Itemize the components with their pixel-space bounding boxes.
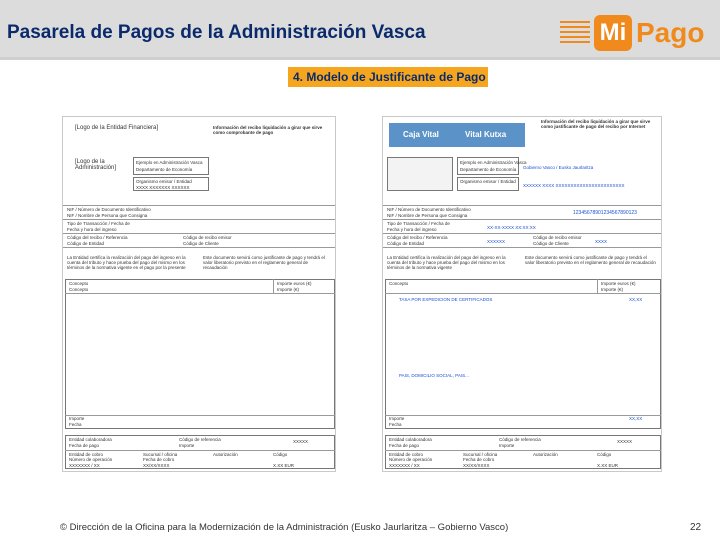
field-ref: Código del recibo / Referencia [67, 235, 128, 240]
divider [63, 247, 336, 248]
bottom-6: Importe [179, 443, 195, 448]
bottom-9: Autorización [213, 452, 238, 457]
paragraph-left: La Entidad certifica la realización del pago del ingreso en la cuenta del tributo y hace prueba del pago del mismo en los términos de la normativa vigente [387, 255, 506, 270]
importe-header: Importe euros (€) [277, 281, 312, 286]
field-pago-value: XXXX [595, 239, 608, 244]
field-nif: NIF / Número de Documento Identificativo [67, 207, 151, 212]
issuer-box [457, 157, 527, 175]
bottom-5: Código de referencia [499, 437, 541, 442]
bottom-val4: X.XX EUR [273, 463, 295, 468]
fecha-label: Fecha [389, 422, 402, 427]
header-bar [0, 0, 720, 60]
bottom-5: Código de referencia [179, 437, 221, 442]
field-nif: NIF / Número de Documento Identificativo [387, 207, 471, 212]
bottom-6: Importe [499, 443, 515, 448]
bottom-val1: XXXXXXX / XX [389, 463, 420, 468]
concept-table [65, 279, 335, 429]
divider [273, 279, 274, 293]
concept-header: Concepto [389, 281, 409, 286]
field-name: NIF / Nombre de Persona que Consigna [387, 213, 468, 218]
issuer-line-1: Ejemplo en Administración Vasca [460, 160, 527, 165]
issuer-line-2: Departamento de Economía [136, 167, 193, 172]
divider [383, 247, 662, 248]
field-pago: Código de Cliente [533, 241, 569, 246]
importe-total: Importe (€) [277, 287, 300, 292]
legal-text: Información del recibo liquidación a girar que sirve como comprobante de pago [213, 125, 323, 135]
field-ref-code: Código de Entidad [387, 241, 425, 246]
vital-kutxa-label: Vital Kutxa [465, 130, 507, 139]
issuer-name: Gobierno Vasco / Eusko Jaurlaritza [523, 165, 594, 170]
field-address: Tipo de Transacción / Fecha de [387, 221, 450, 226]
field-date-value: XX-XX-XXXX XX:XX:XX [487, 225, 536, 230]
org-box [457, 177, 519, 191]
divider [63, 233, 336, 234]
divider [383, 205, 662, 206]
divider [385, 415, 661, 416]
bottom-10: Código [597, 452, 612, 457]
field-date: Fecha y hora del ingreso [387, 227, 437, 232]
bottom-2: Fecha de pago [69, 443, 100, 448]
caja-vital-label: Caja Vital [403, 130, 439, 139]
bottom-8: Fecha de cobro [143, 457, 175, 462]
importe-total: Importe (€) [601, 287, 624, 292]
issuer-box [133, 157, 209, 175]
field-address: Tipo de Transacción / Fecha de [67, 221, 130, 226]
divider [63, 205, 336, 206]
divider [385, 450, 661, 451]
logo-pago: Pago [636, 17, 705, 48]
divider [65, 293, 335, 294]
field-date: Fecha y hora del ingreso [67, 227, 117, 232]
paragraph-right: Este documento servirá como justificante de pago y tendrá el valor liberatorio previsto en el reglamento general de recaudación [203, 255, 325, 270]
issuer-line-1: Ejemplo en Administración Vasca [136, 160, 203, 165]
bottom-3: Entidad de cobro [389, 452, 424, 457]
bottom-3: Entidad de cobro [69, 452, 104, 457]
bottom-val3: XXXXX [293, 439, 309, 444]
field-nrc: Código de recibo emisor [183, 235, 232, 240]
bottom-val2: XX/XX/XXXX [143, 463, 170, 468]
divider [383, 233, 662, 234]
legal-text: Información del recibo liquidación a girar que sirve como justificante de pago del recibo por Internet [541, 119, 651, 129]
bottom-8: Fecha de cobro [463, 457, 495, 462]
page-title: Pasarela de Pagos de la Administración Vasca [7, 22, 426, 43]
logo-lines-icon [560, 21, 590, 45]
field-name: NIF / Nombre de Persona que Consigna [67, 213, 148, 218]
bottom-2: Fecha de pago [389, 443, 420, 448]
footer-copyright: © Dirección de la Oficina para la Modernización de la Administración (Eusko Jaurlaritza – Gobierno Vasco) [60, 522, 509, 533]
bottom-val2: XX/XX/XXXX [463, 463, 490, 468]
bottom-10: Código [273, 452, 288, 457]
divider [65, 450, 335, 451]
fecha-label: Fecha [69, 422, 82, 427]
field-pago: Código de Cliente [183, 241, 219, 246]
divider [65, 415, 335, 416]
org-emisor: Organismo emisor / Entidad [460, 179, 516, 184]
bottom-4: Número de operación [389, 457, 433, 462]
field-ref: Código del recibo / Referencia [387, 235, 448, 240]
field-ref-value: XXXXXX [487, 239, 506, 244]
field-nrc: Código de recibo emisor [533, 235, 582, 240]
issuer-line-2: Departamento de Economía [460, 167, 517, 172]
bottom-val4: X.XX EUR [597, 463, 619, 468]
bottom-7: Sucursal / oficina [463, 452, 498, 457]
field-ref-code: Código de Entidad [67, 241, 105, 246]
entity-logo-placeholder: [Logo de la Entidad Financiera] [75, 125, 159, 131]
section-heading: 4. Modelo de Justificante de Pago [288, 67, 488, 87]
org-emisor: Organismo emisor / Entidad [136, 179, 192, 184]
line-item-2: PAIS, DOMICILIO SOCIAL, PAIS... [399, 373, 469, 378]
bottom-val1: XXXXXXX / XX [69, 463, 100, 468]
logo-mi: Mi [594, 15, 632, 51]
line-item: TASA POR EXPEDICION DE CERTIFICADOS [399, 297, 493, 302]
admin-logo-placeholder: [Logo de la Administración] [75, 159, 117, 171]
divider [597, 279, 598, 293]
caja-vital-logo [389, 123, 525, 147]
total-label: Importe [389, 416, 405, 421]
divider [385, 293, 661, 294]
receipt-template [62, 116, 336, 472]
divider [63, 219, 336, 220]
bottom-9: Autorización [533, 452, 558, 457]
paragraph-left: La Entidad certifica la realización del pago del ingreso en la cuenta del tributo y hace prueba del pago del mismo en los términos de la normativa vigente en el pago por la presente [67, 255, 186, 270]
bottom-4: Número de operación [69, 457, 113, 462]
page-number: 22 [690, 522, 702, 533]
bottom-val3: XXXXX [617, 439, 633, 444]
ref-code: XXXXXX XXXX XXXXXXXXXXXXXXXXXXXXXXX [523, 183, 625, 188]
concept-label: Concepto [69, 287, 89, 292]
total-value: XX,XX [629, 416, 643, 421]
admin-logo [387, 157, 453, 191]
importe-header: Importe euros (€) [601, 281, 636, 286]
divider [383, 219, 662, 220]
concept-header: Concepto [69, 281, 89, 286]
bottom-1: Entidad colaboradora [69, 437, 112, 442]
mipago-logo [560, 15, 712, 51]
paragraph-right: Este documento servirá como justificante de pago y tendrá el valor liberatorio previsto en el reglamento general de recaudación [525, 255, 656, 265]
bottom-1: Entidad colaboradora [389, 437, 432, 442]
bottom-7: Sucursal / oficina [143, 452, 178, 457]
org-box [133, 177, 209, 191]
field-nif-value: 12345678901234567890123 [573, 210, 637, 216]
ref-code: XXXX XXXXXXX XXXXXX [136, 185, 190, 190]
receipt-example [382, 116, 662, 472]
total-label: Importe [69, 416, 85, 421]
line-amount: XX,XX [629, 297, 643, 302]
